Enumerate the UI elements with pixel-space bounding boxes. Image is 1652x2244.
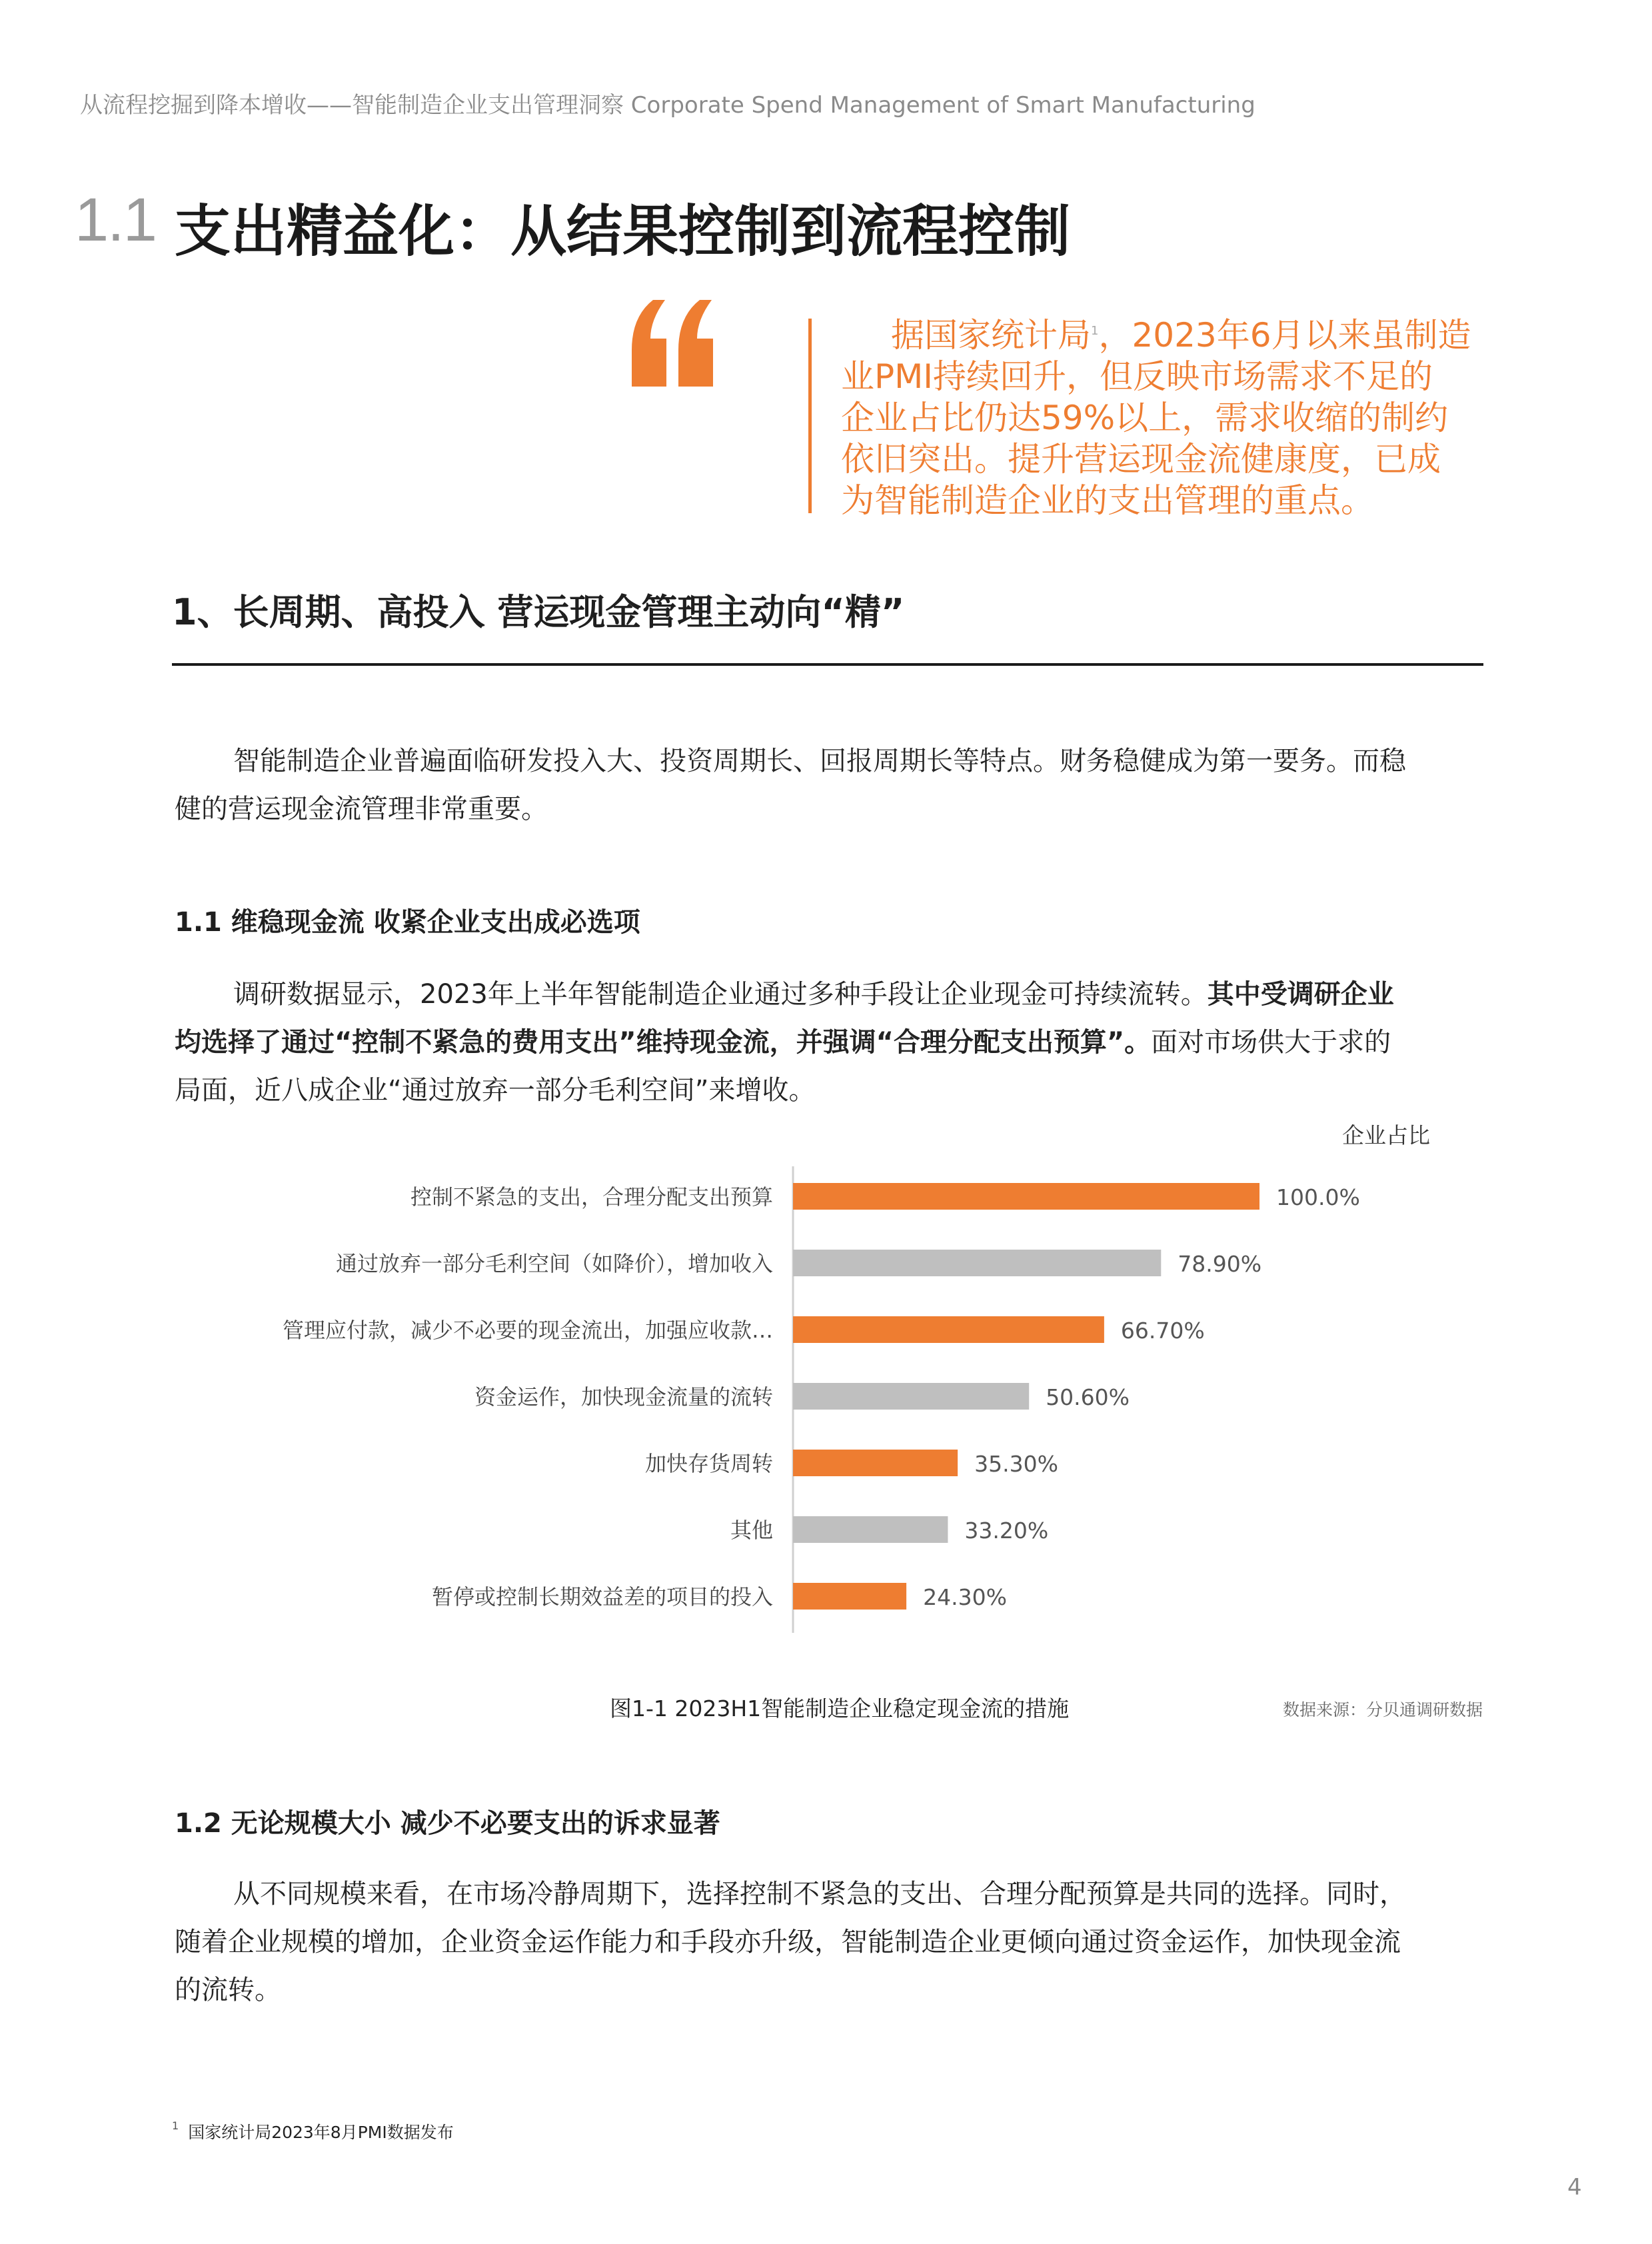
heading-2: 1、长周期、高投入 营运现金管理主动向“精” [172, 591, 905, 633]
data-label: 66.70% [1120, 1318, 1205, 1344]
subheading-2: 1.2 无论规模大小 减少不必要支出的诉求显著 [175, 1808, 720, 1839]
paragraph-emphasis: 其中受调研企业 [1207, 979, 1394, 1010]
paragraph-3 [175, 1870, 1483, 2014]
running-header: 从流程挖掘到降本增收——智能制造企业支出管理洞察 Corporate Spend Management of Smart Manufacturing [80, 92, 1255, 119]
section-number: 1.1 [75, 186, 156, 254]
category-label: 暂停或控制长期效益差的项目的投入 [431, 1584, 773, 1610]
data-label: 33.20% [964, 1518, 1049, 1544]
paragraph-line: 从不同规模来看，在市场冷静周期下，选择控制不紧急的支出、合理分配预算是共同的选择。同时， [233, 1879, 1406, 1909]
paragraph-line: 健的营运现金流管理非常重要。 [175, 794, 548, 824]
bar [793, 1250, 1161, 1276]
bar [793, 1183, 1259, 1210]
paragraph-2 [175, 970, 1483, 1114]
data-label: 100.0% [1276, 1184, 1360, 1210]
bar [793, 1316, 1104, 1343]
bar [793, 1516, 948, 1543]
page-number: 4 [1567, 2174, 1582, 2201]
bar [793, 1383, 1029, 1410]
paragraph-text: 面对市场供大于求的 [1151, 1027, 1391, 1058]
quote-line: 据国家统计局 [891, 316, 1091, 355]
subheading-1: 1.1 维稳现金流 收紧企业支出成必选项 [175, 907, 640, 938]
figure-caption: 图1-1 2023H1智能制造企业稳定现金流的措施 [610, 1695, 1070, 1721]
quote-line: ，2023年6月以来虽制造 [1098, 316, 1471, 355]
category-label: 资金运作，加快现金流量的流转 [474, 1384, 773, 1410]
category-label: 控制不紧急的支出，合理分配支出预算 [410, 1184, 773, 1210]
paragraph-emphasis: 均选择了通过“控制不紧急的费用支出”维持现金流，并强调“合理分配支出预算”。 [175, 1027, 1152, 1058]
category-label: 管理应付款，减少不必要的现金流出，加强应收款… [282, 1318, 773, 1343]
footnote-ref: 1 [1091, 324, 1099, 338]
paragraph-line: 随着企业规模的增加，企业资金运作能力和手段亦升级，智能制造企业更倾向通过资金运作，加快现金流 [175, 1927, 1401, 1957]
category-label: 通过放弃一部分毛利空间（如降价），增加收入 [335, 1251, 773, 1276]
quote-mark-icon [626, 287, 720, 393]
data-label: 50.60% [1046, 1384, 1130, 1410]
paragraph-text: 调研数据显示，2023年上半年智能制造企业通过多种手段让企业现金可持续流转。 [233, 979, 1208, 1010]
paragraph-line: 局面，近八成企业“通过放弃一部分毛利空间”来增收。 [175, 1075, 816, 1106]
footnote [172, 2119, 454, 2143]
category-label: 其他 [730, 1518, 773, 1543]
quote-accent-bar [808, 319, 812, 513]
data-label: 35.30% [974, 1451, 1058, 1477]
bar [793, 1583, 906, 1610]
paragraph-line: 智能制造企业普遍面临研发投入大、投资周期长、回报周期长等特点。财务稳健成为第一要务。而稳 [233, 746, 1406, 776]
bar [793, 1450, 958, 1476]
pull-quote [841, 315, 1481, 521]
bar-chart [253, 1120, 1493, 1673]
footnote-number: 1 [172, 2119, 179, 2132]
data-label: 78.90% [1178, 1251, 1262, 1277]
heading-divider [172, 663, 1483, 666]
paragraph-1 [175, 737, 1483, 833]
value-axis-label: 企业占比 [1342, 1122, 1430, 1148]
quote-line: 企业占比仍达59%以上，需求收缩的制约 [841, 399, 1449, 437]
figure-source: 数据来源：分贝通调研数据 [1283, 1700, 1483, 1719]
paragraph-line: 的流转。 [175, 1975, 281, 2005]
data-label: 24.30% [923, 1584, 1007, 1610]
quote-line: 业PMI持续回升，但反映市场需求不足的 [841, 357, 1433, 396]
category-label: 加快存货周转 [644, 1451, 773, 1476]
quote-line: 为智能制造企业的支出管理的重点。 [841, 481, 1374, 520]
section-title: 支出精益化：从结果控制到流程控制 [175, 199, 1071, 264]
quote-line: 依旧突出。提升营运现金流健康度，已成 [841, 440, 1441, 479]
footnote-text: 国家统计局2023年8月PMI数据发布 [188, 2123, 454, 2142]
